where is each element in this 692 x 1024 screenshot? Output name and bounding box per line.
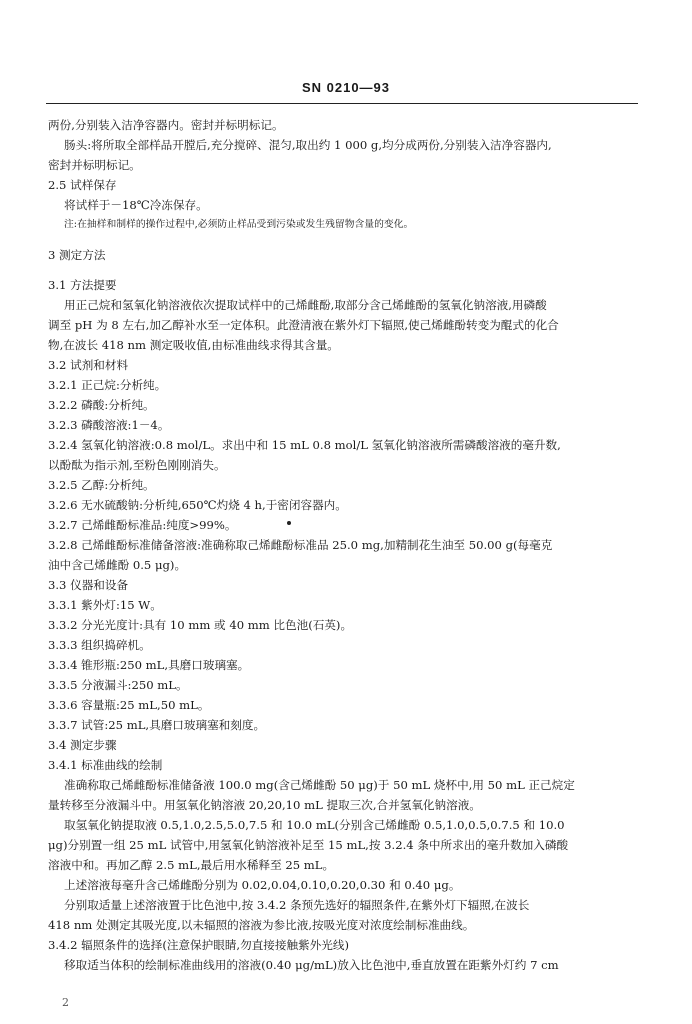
text-line: 3 测定方法	[48, 248, 106, 262]
text-line: 将试样于－18℃冷冻保存。	[64, 198, 208, 212]
text-line: 上述溶液每毫升含己烯雌酚分别为 0.02,0.04,0.10,0.20,0.30 和 0.40 μg。	[64, 878, 461, 892]
text-line: 3.4 测定步骤	[48, 738, 117, 752]
text-line: 3.2.4 氢氧化钠溶液:0.8 mol/L。求出中和 15 mL 0.8 mol/L 氢氧化钠溶液所需磷酸溶液的毫升数,	[48, 438, 561, 452]
text-line: 3.2.8 己烯雌酚标准储备溶液:准确称取己烯雌酚标准品 25.0 mg,加精制花生油至 50.00 g(每毫克	[48, 538, 553, 552]
text-line: 3.2.1 正己烷:分析纯。	[48, 378, 167, 392]
stray-dot-mark	[287, 521, 291, 525]
text-line: 物,在波长 418 nm 测定吸收值,由标准曲线求得其含量。	[48, 338, 339, 352]
text-line: 用正己烷和氢氧化钠溶液依次提取试样中的己烯雌酚,取部分含己烯雌酚的氢氧化钠溶液,用磷酸	[64, 298, 547, 312]
text-line: 3.3.4 锥形瓶:250 mL,具磨口玻璃塞。	[48, 658, 250, 672]
text-line: 注:在抽样和制样的操作过程中,必须防止样品受到污染或发生残留物含量的变化。	[64, 219, 414, 230]
text-line: μg)分别置一组 25 mL 试管中,用氢氧化钠溶液补足至 15 mL,按 3.2.4 条中所求出的毫升数加入磷酸	[48, 838, 569, 852]
text-line: 418 nm 处测定其吸光度,以未辐照的溶液为参比液,按吸光度对浓度绘制标准曲线。	[48, 918, 475, 932]
text-line: 3.2 试剂和材料	[48, 358, 129, 372]
text-line: 3.1 方法提要	[48, 278, 117, 292]
text-line: 3.3.5 分液漏斗:250 mL。	[48, 678, 188, 692]
text-line: 肠头:将所取全部样品开膛后,充分搅碎、混匀,取出约 1 000 g,均分成两份,分别装入洁净容器内,	[64, 138, 552, 152]
document-body	[48, 115, 638, 975]
text-line: 3.2.6 无水硫酸钠:分析纯,650℃灼烧 4 h,于密闭容器内。	[48, 498, 347, 512]
text-line: 溶液中和。再加乙醇 2.5 mL,最后用水稀释至 25 mL。	[48, 858, 335, 872]
header-rule	[46, 103, 638, 104]
text-line: 3.2.2 磷酸:分析纯。	[48, 398, 155, 412]
section-gap	[48, 265, 638, 275]
text-line: 分别取适量上述溶液置于比色池中,按 3.4.2 条预先选好的辐照条件,在紫外灯下辐照,在波长	[64, 898, 530, 912]
page-number: 2	[62, 996, 69, 1009]
text-line: 准确称取己烯雌酚标准储备液 100.0 mg(含己烯雌酚 50 μg)于 50 mL 烧杯中,用 50 mL 正己烷定	[64, 778, 575, 792]
text-line: 调至 pH 为 8 左右,加乙醇补水至一定体积。此澄清液在紫外灯下辐照,使己烯雌酚转变为醌式的化合	[48, 318, 559, 332]
text-line: 3.3.1 紫外灯:15 W。	[48, 598, 162, 612]
text-line: 3.3.2 分光光度计:具有 10 mm 或 40 mm 比色池(石英)。	[48, 618, 353, 632]
text-line: 量转移至分液漏斗中。用氢氧化钠溶液 20,20,10 mL 提取三次,合并氢氧化钠溶液。	[48, 798, 481, 812]
text-line: 移取适当体积的绘制标准曲线用的溶液(0.40 μg/mL)放入比色池中,垂直放置在距紫外灯约 7 cm	[64, 958, 559, 972]
text-line: 3.2.5 乙醇:分析纯。	[48, 478, 155, 492]
text-line: 以酚酞为指示剂,至粉色刚刚消失。	[48, 458, 226, 472]
text-line: 3.3.6 容量瓶:25 mL,50 mL。	[48, 698, 210, 712]
text-line: 3.3 仪器和设备	[48, 578, 129, 592]
text-line: 3.2.7 己烯雌酚标准品:纯度>99%。	[48, 518, 237, 532]
text-line: 3.3.3 组织捣碎机。	[48, 638, 151, 652]
text-line: 密封并标明标记。	[48, 158, 141, 172]
text-line: 3.4.2 辐照条件的选择(注意保护眼睛,勿直接接触紫外光线)	[48, 938, 349, 952]
text-line: 油中含己烯雌酚 0.5 μg)。	[48, 558, 187, 572]
text-line: 两份,分别装入洁净容器内。密封并标明标记。	[48, 118, 284, 132]
text-line: 2.5 试样保存	[48, 178, 117, 192]
text-line: 取氢氧化钠提取液 0.5,1.0,2.5,5.0,7.5 和 10.0 mL(分别含己烯雌酚 0.5,1.0,0.5,0.7.5 和 10.0	[64, 818, 565, 832]
standard-code-header: SN 0210—93	[301, 80, 391, 95]
section-gap	[48, 235, 638, 245]
text-line: 3.2.3 磷酸溶液:1－4。	[48, 418, 170, 432]
text-line: 3.3.7 试管:25 mL,具磨口玻璃塞和刻度。	[48, 718, 266, 732]
text-line: 3.4.1 标准曲线的绘制	[48, 758, 163, 772]
